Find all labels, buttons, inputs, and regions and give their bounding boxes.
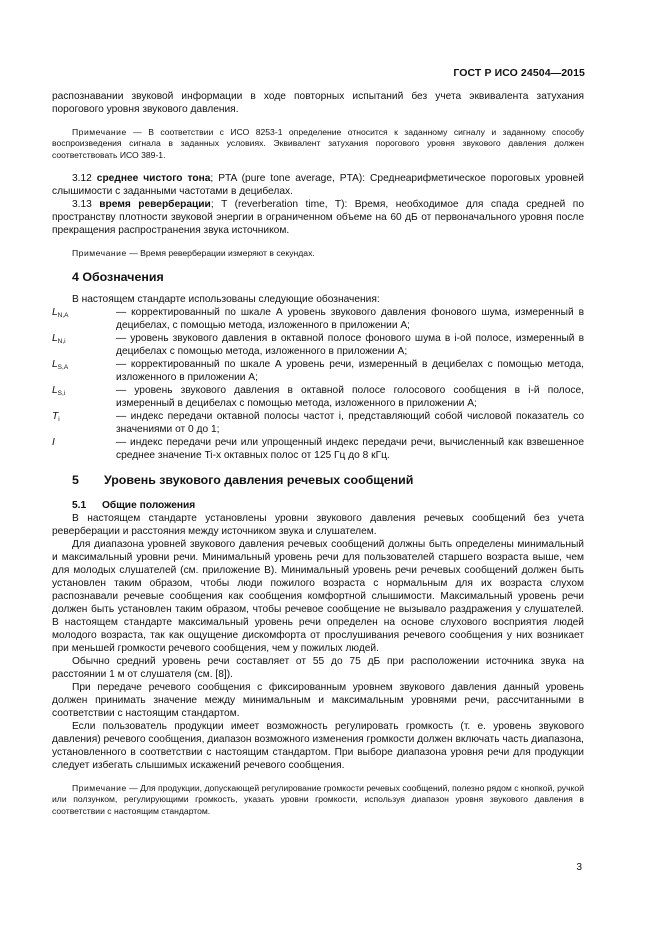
definition-text: ; PTA (pure tone average, PTA): Среднеарифметическое пороговых уровней слышимости с заданными частотами в децибелах.: [52, 172, 584, 197]
definition-term: среднее чистого тона: [96, 172, 211, 184]
section-4-heading: 4 Обозначения: [72, 270, 164, 285]
symbol: I: [52, 437, 55, 449]
symbol: $L_{N,i}$: [52, 333, 66, 346]
definition-3-13: [52, 198, 584, 237]
body-paragraph: В настоящем стандарте установлены уровни звукового давления речевых сообщений без учета реверберации и расстояния между источником звука и слушателем.: [52, 513, 584, 538]
note-iso-8253: [52, 127, 584, 161]
body-paragraph: При передаче речевого сообщения с фиксированным уровнем звукового давления данный уровень должен принимать значение между минимальным и максимальным уровнями речи, рассчитанными в соответствии с настоящим стандартом.: [52, 682, 584, 720]
symbol: $L_{S,A}$: [52, 359, 69, 372]
definition-text: ; T (reverberation time, T): Время, необходимое для спада средней по пространству плотности звуковой энергии в ограниченном объеме на 60 дБ от первоначального уровня после прекращения распространения звука источником.: [52, 198, 584, 236]
document-header-id: ГОСТ Р ИСО 24504—2015: [453, 67, 585, 79]
symbol-row: [52, 410, 584, 436]
symbol-row: [52, 358, 584, 384]
note-text: — В соответствии с ИСО 8253-1 определение относится к заданному сигналу и заданному способу воспроизведения сигнала в заданных условиях. Эквивалент затухания порогового уровня звукового давления должен соответствовать ИСО 389-1.: [52, 127, 584, 160]
symbol-definition: — уровень звукового давления в октавной полосе голосового сообщения в i-й полосе, измеренный в децибелах с помощью метода, изложенного в приложении А;: [116, 385, 584, 410]
symbol-row: [52, 436, 584, 462]
note-reverberation: [52, 248, 584, 259]
note-text: — Для продукции, допускающей регулирование громкости речевых сообщений, полезно рядом с кнопкой, ручкой или ползунком, регулирующими громкость, указать уровни громкости, используя диапазон уровня звукового давления в соответствии с настоящим стандартом.: [52, 783, 584, 816]
section-number: 5: [72, 473, 79, 488]
subsection-title: Общие положения: [102, 500, 196, 512]
note-label: Примечание: [72, 783, 127, 794]
symbols-intro: В настоящем стандарте использованы следующие обозначения:: [72, 294, 380, 306]
definition-term: время реверберации: [99, 198, 211, 210]
page-content: [52, 90, 584, 817]
symbols-list: [52, 306, 584, 462]
symbol-definition: — индекс передачи октавной полосы частот i, представляющий собой числовой показатель со значениями от 0 до 1;: [116, 411, 584, 436]
symbol-definition: — индекс передачи речи или упрощенный индекс передачи речи, вычисленный как взвешенное среднее значение Ti-х октавных полос от 125 Гц до 8 кГц.: [116, 437, 584, 462]
body-paragraph: Если пользователь продукции имеет возможность регулировать громкость (т. е. уровень звукового давления) речевого сообщения, диапазон возможного изменения громкости должен включать часть диапазона, установленного в соответствии с настоящим стандартом. При выборе диапазона уровня речи для продукции следует избегать слышимых искажений речевого сообщения.: [52, 721, 584, 772]
symbol-row: [52, 384, 584, 410]
note-label: Примечание: [72, 247, 127, 258]
continued-paragraph: распознавании звуковой информации в ходе повторных испытаний без учета эквивалента затухания порогового уровня звукового давления.: [52, 91, 584, 115]
symbol-definition: — корректированный по шкале А уровень речи, измеренный в децибелах с помощью метода, изложенного в приложении А;: [116, 359, 584, 384]
section-title: Уровень звукового давления речевых сообщений: [104, 473, 414, 488]
symbol-definition: — корректированный по шкале А уровень звукового давления фонового шума, измеренный в децибелах, с помощью метода, изложенного в приложении А;: [116, 307, 584, 332]
page-number: 3: [576, 862, 582, 873]
section-5-heading: [52, 473, 584, 488]
symbol: $L_{S,i}$: [52, 385, 66, 398]
symbol-row: [52, 306, 584, 332]
note-text: — Время реверберации измеряют в секундах.: [126, 247, 315, 258]
symbol-row: [52, 332, 584, 358]
note-label: Примечание: [72, 127, 127, 137]
subsection-5-1-heading: [52, 499, 584, 512]
note-volume-control: [52, 783, 584, 817]
definition-number: 3.12: [72, 172, 97, 184]
subsection-number: 5.1: [72, 500, 87, 512]
body-paragraph: Для диапазона уровней звукового давления речевых сообщений должны быть определены минимальный и максимальный уровни речи. Минимальный уровень речи для пользователей старшего возраста выше, чем для молодых слушателей (см. приложение В). Минимальный уровень речи речевых сообщений должен быть установлен таким образом, чтобы люди пожилого возраста с нормальным для их возраста слухом распознавали речевые сообщения как сообщения комфортной слышимости. Максимальный уровень речи должен быть установлен таким образом, чтобы речевое сообщение не вызывало раздражения у слушателей. В настоящем стандарте максимальный уровень речи определен на основе слухового восприятия людей молодого возраста, так как ощущение дискомфорта от прослушивания речевого сообщения у них возникает при меньшей громкости речевого сообщения, чем у пожилых людей.: [52, 539, 584, 655]
symbol: $L_{N,A}$: [52, 307, 69, 320]
symbol-definition: — уровень звукового давления в октавной полосе фонового шума в i-ой полосе, измеренный в децибелах с помощью метода, изложенного в приложении А;: [116, 333, 584, 358]
definition-3-12: [52, 172, 584, 198]
definition-number: 3.13: [72, 198, 100, 210]
symbol: $T_i$: [52, 411, 60, 424]
body-paragraph: Обычно средний уровень речи составляет от 55 до 75 дБ при расположении источника звука на расстоянии 1 м от слушателя (см. [8]).: [52, 656, 584, 681]
